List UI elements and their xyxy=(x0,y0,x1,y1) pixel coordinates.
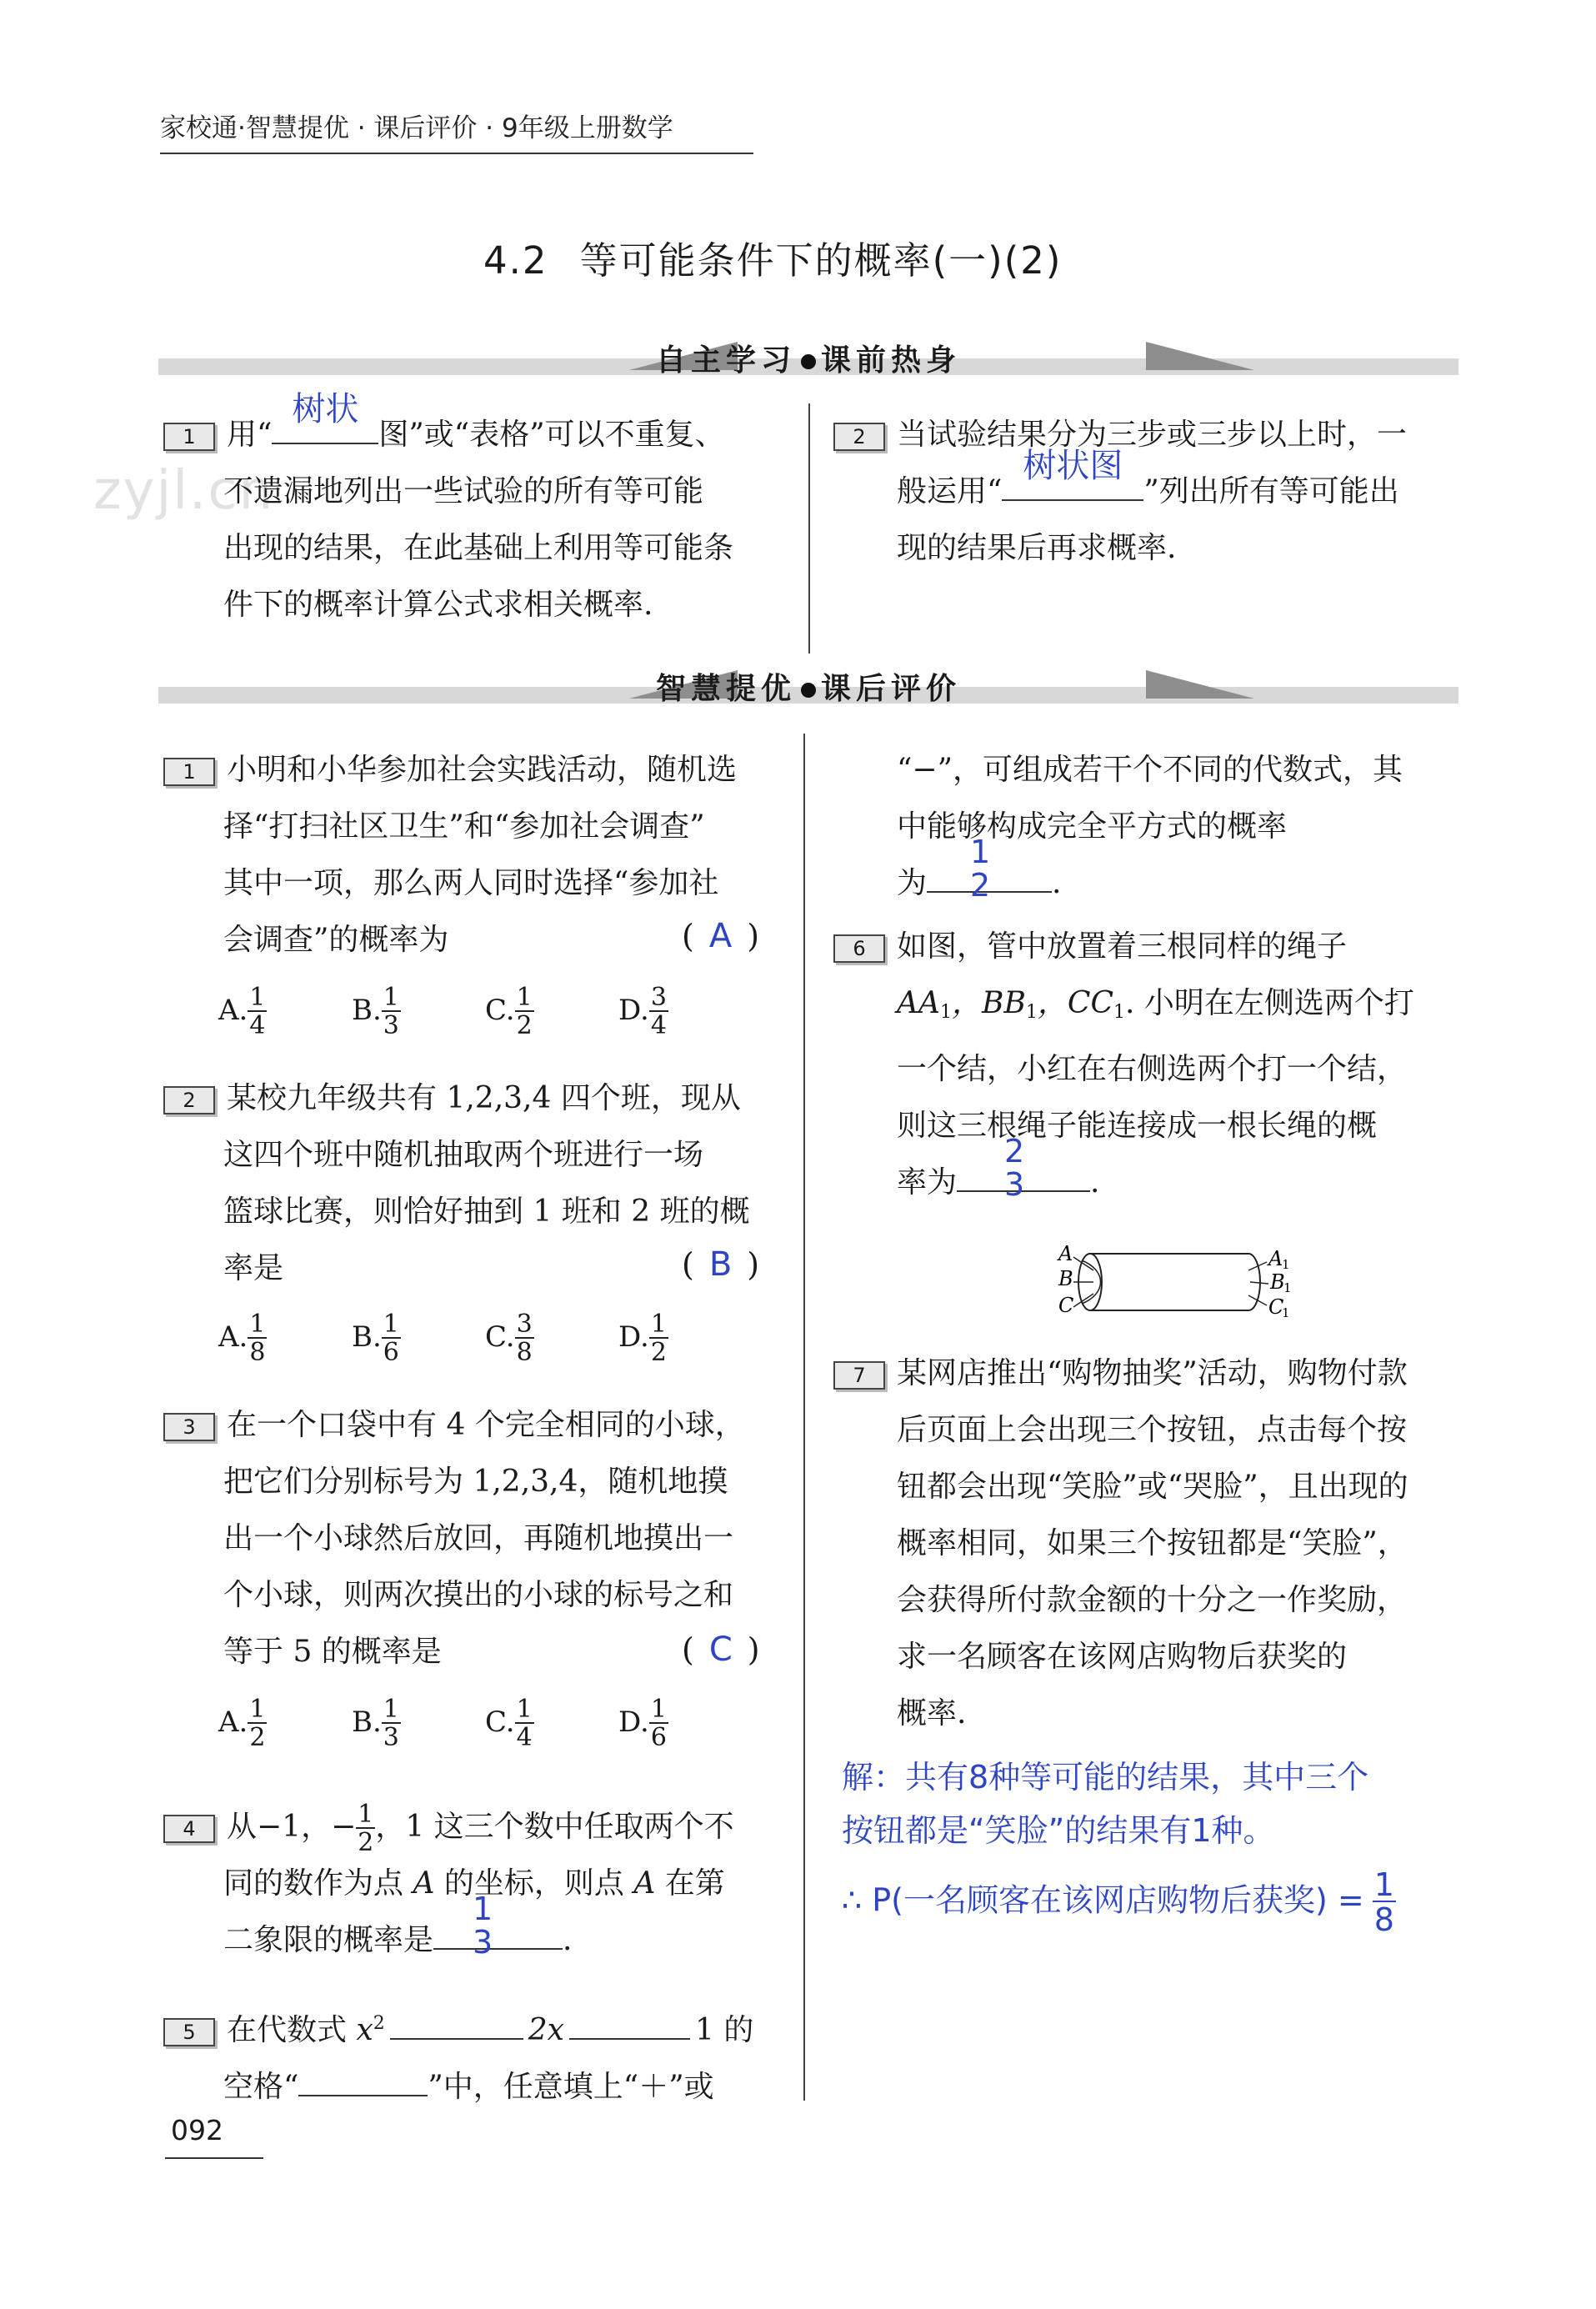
text: 某网店推出“购物抽奖”活动，购物付款 xyxy=(897,1356,1408,1390)
label-C1-sub: 1 xyxy=(1282,1305,1290,1320)
handwritten-answer: 树状图 xyxy=(1023,447,1123,485)
text-line: 把它们分别标号为 1,2,3,4，随机地摸 xyxy=(223,1465,728,1499)
question-badge: 6 xyxy=(833,934,885,963)
handwritten-answer: B xyxy=(708,1245,733,1284)
label-A1: A xyxy=(1268,1247,1283,1270)
label-C: C xyxy=(1058,1294,1074,1317)
answer-paren: ( B ) xyxy=(682,1245,760,1284)
text: 在一个口袋中有 4 个完全相同的小球， xyxy=(227,1408,745,1442)
text-line: 则这三根绳子能连接成一根长绳的概 xyxy=(897,1109,1378,1143)
text: 二象限的概率是 xyxy=(223,1923,434,1957)
answer-blank xyxy=(957,1133,1090,1203)
text: 从−1，− xyxy=(227,1810,357,1844)
band-label-right: 课前热身 xyxy=(821,343,962,378)
text: 空格“ xyxy=(223,2070,299,2104)
option-d: D. $\frac{3}{4}$ xyxy=(618,983,667,1040)
text: . 小明在左侧选两个打 xyxy=(1125,986,1414,1020)
rope-tube-figure xyxy=(1057,1237,1307,1329)
question-badge: 1 xyxy=(163,423,215,451)
text: 当试验结果分为三步或三步以上时，一 xyxy=(897,418,1408,452)
option-c: C. $\frac{1}{4}$ xyxy=(485,1695,533,1752)
answer-paren: ( C ) xyxy=(682,1630,760,1669)
blank xyxy=(390,2013,523,2040)
handwritten-answer: 1 2 xyxy=(970,834,991,904)
question-badge: 2 xyxy=(163,1086,215,1114)
page-header: 家校通·智慧提优 · 课后评价 · 9年级上册数学 xyxy=(160,113,673,143)
text: ，1 这三个数中任取两个不 xyxy=(375,1810,734,1844)
option-c: C. $\frac{3}{8}$ xyxy=(485,1310,533,1367)
question-badge: 3 xyxy=(163,1413,215,1441)
handwritten-answer: 2 3 xyxy=(1004,1133,1025,1203)
handwritten-solution xyxy=(842,1751,1396,1936)
superscript: 2 xyxy=(373,2013,385,2034)
text-line: 件下的概率计算公式求相关概率. xyxy=(223,588,653,622)
text: 在代数式 xyxy=(227,2013,357,2047)
text: . xyxy=(1090,1165,1100,1200)
option-a: A. $\frac{1}{2}$ xyxy=(218,1695,266,1752)
handwritten-answer: 树状 xyxy=(292,390,359,428)
text-line: 率是 xyxy=(223,1251,284,1285)
option-c: C. $\frac{1}{2}$ xyxy=(485,983,533,1040)
answer-blank xyxy=(272,390,378,444)
math: ，CC xyxy=(1037,986,1114,1020)
header-rule xyxy=(160,153,753,154)
blank xyxy=(569,2013,690,2040)
text: . xyxy=(563,1923,573,1957)
label-B: B xyxy=(1058,1267,1073,1290)
question-5-continued xyxy=(897,742,1403,912)
text-line: 会调查”的概率为 xyxy=(223,923,449,957)
text-line: 出现的结果，在此基础上利用等可能条 xyxy=(223,531,734,565)
answer-blank xyxy=(927,834,1052,904)
band-label-left: 智慧提优 xyxy=(655,672,796,706)
text-line: 一个结，小红在右侧选两个打一个结， xyxy=(897,1052,1408,1086)
band-after-class xyxy=(158,664,1458,714)
text: 用“ xyxy=(227,418,273,452)
text: 小明和小华参加社会实践活动，随机选 xyxy=(227,753,738,787)
label-C1: C xyxy=(1268,1295,1284,1319)
text-line: “−”，可组成若干个不同的代数式，其 xyxy=(897,753,1403,787)
text: 1 的 xyxy=(694,2013,754,2047)
question-badge: 1 xyxy=(163,758,215,786)
label-A: A xyxy=(1058,1242,1073,1265)
fraction: $\frac{1}{2}$ xyxy=(358,1800,374,1857)
text-line: 等于 5 的概率是 xyxy=(223,1635,442,1669)
page-number-rule xyxy=(165,2157,263,2159)
section-title-text: 等可能条件下的概率(一)(2) xyxy=(579,238,1063,283)
option-a: A. $\frac{1}{8}$ xyxy=(218,1310,266,1367)
text-line: 这四个班中随机抽取两个班进行一场 xyxy=(223,1138,704,1172)
text: 率为 xyxy=(897,1165,958,1200)
text-line: 篮球比赛，则恰好抽到 1 班和 2 班的概 xyxy=(223,1195,750,1229)
section-title xyxy=(483,230,1062,284)
text-line: 不遗漏地列出一些试验的所有等可能 xyxy=(223,474,704,508)
math: 2x xyxy=(528,2013,564,2047)
text-line: 会获得所付款金额的十分之一作奖励， xyxy=(897,1583,1408,1617)
watermark: zyjl.cn xyxy=(93,460,275,522)
label-A1-sub: 1 xyxy=(1282,1257,1290,1272)
solution-line: 按钮都是“笑脸”的结果有1种。 xyxy=(842,1812,1275,1849)
text-line: 现的结果后再求概率. xyxy=(897,531,1177,565)
text: ”列出所有等可能出 xyxy=(1143,474,1399,508)
text-line: 中能够构成完全平方式的概率 xyxy=(897,809,1288,844)
text-line: 概率. xyxy=(897,1696,967,1730)
text: 同的数作为点 xyxy=(223,1866,413,1901)
math: ，BB xyxy=(952,986,1026,1020)
handwritten-answer: C xyxy=(708,1630,733,1669)
text-line: 钮都会出现“笑脸”或“哭脸”，且出现的 xyxy=(897,1470,1408,1504)
option-b: B. $\frac{1}{6}$ xyxy=(352,1310,399,1367)
pre-question-2 xyxy=(833,407,1407,577)
blank xyxy=(298,2070,428,2096)
answer-paren: ( A ) xyxy=(682,917,760,955)
option-d: D. $\frac{1}{2}$ xyxy=(618,1310,667,1367)
band-self-study xyxy=(158,335,1458,385)
question-2 xyxy=(163,1070,750,1297)
question-badge: 4 xyxy=(163,1815,215,1843)
text-line: 求一名顾客在该网店购物后获奖的 xyxy=(897,1640,1348,1674)
band-label-left: 自主学习 xyxy=(655,343,796,378)
text-line: 择“打扫社区卫生”和“参加社会调查” xyxy=(223,809,705,844)
handwritten-answer: A xyxy=(708,917,733,955)
band-label-right: 课后评价 xyxy=(821,672,962,706)
text-line: 出一个小球然后放回，再随机地摸出一 xyxy=(223,1521,734,1555)
question-4 xyxy=(163,1799,734,1969)
option-a: A. $\frac{1}{4}$ xyxy=(218,983,266,1040)
pre-question-1 xyxy=(163,390,734,634)
text-line: 个小球，则两次摸出的小球的标号之和 xyxy=(223,1578,734,1612)
text: 某校九年级共有 1,2,3,4 四个班，现从 xyxy=(227,1081,741,1115)
point-label: A xyxy=(633,1866,656,1901)
question-badge: 2 xyxy=(833,423,885,451)
text-line: 其中一项，那么两人同时选择“参加社 xyxy=(223,866,719,900)
answer-blank xyxy=(433,1891,563,1961)
question-3 xyxy=(163,1397,745,1680)
column-divider xyxy=(803,734,805,2101)
text: 图”或“表格”可以不重复、 xyxy=(378,418,725,452)
text: 般运用“ xyxy=(897,474,1003,508)
point-label: A xyxy=(413,1866,435,1901)
text: 的坐标，则点 xyxy=(434,1866,634,1901)
solution-line: ∴ P(一名顾客在该网店购物后获奖) = xyxy=(842,1881,1364,1919)
text: . xyxy=(1052,866,1062,900)
text-line: 后页面上会出现三个按钮，点击每个按 xyxy=(897,1413,1408,1447)
math: x xyxy=(356,2013,373,2047)
question-6: 6 如图，管中放置着三根同样的绳子 $AA_1$，$BB_1$，$CC_1$. 小明在左侧选两个打 一个结，小红在右侧选两个打一个结， 则这三根绳子能连接成一根长绳的概 率为 2 3 . xyxy=(833,919,1414,1211)
solution-line: 解：共有8种等可能的结果，其中三个 xyxy=(842,1759,1369,1796)
label-B1-sub: 1 xyxy=(1283,1280,1292,1295)
option-b: B. $\frac{1}{3}$ xyxy=(352,983,399,1040)
option-d: D. $\frac{1}{6}$ xyxy=(618,1695,667,1752)
question-1 xyxy=(163,742,737,969)
label-B1: B xyxy=(1270,1270,1285,1294)
answer-blank xyxy=(1002,447,1143,501)
page-number: 092 xyxy=(171,2114,223,2146)
text: ”中，任意填上“＋”或 xyxy=(428,2070,714,2104)
solution-fraction: $\frac{1}{8}$ xyxy=(1373,1866,1394,1938)
text-line: 概率相同，如果三个按钮都是“笑脸”， xyxy=(897,1526,1408,1560)
section-number: 4.2 xyxy=(483,238,548,283)
text: 如图，管中放置着三根同样的绳子 xyxy=(897,929,1348,964)
text: 在第 xyxy=(655,1866,725,1901)
column-divider xyxy=(808,403,810,654)
question-badge: 5 xyxy=(163,2018,215,2046)
question-7 xyxy=(833,1345,1408,1742)
math: AA xyxy=(897,986,940,1020)
question-badge: 7 xyxy=(833,1361,885,1390)
question-5 xyxy=(163,1996,753,2116)
text: 为 xyxy=(897,866,928,900)
handwritten-answer: 1 3 xyxy=(473,1891,493,1961)
option-b: B. $\frac{1}{3}$ xyxy=(352,1695,399,1752)
